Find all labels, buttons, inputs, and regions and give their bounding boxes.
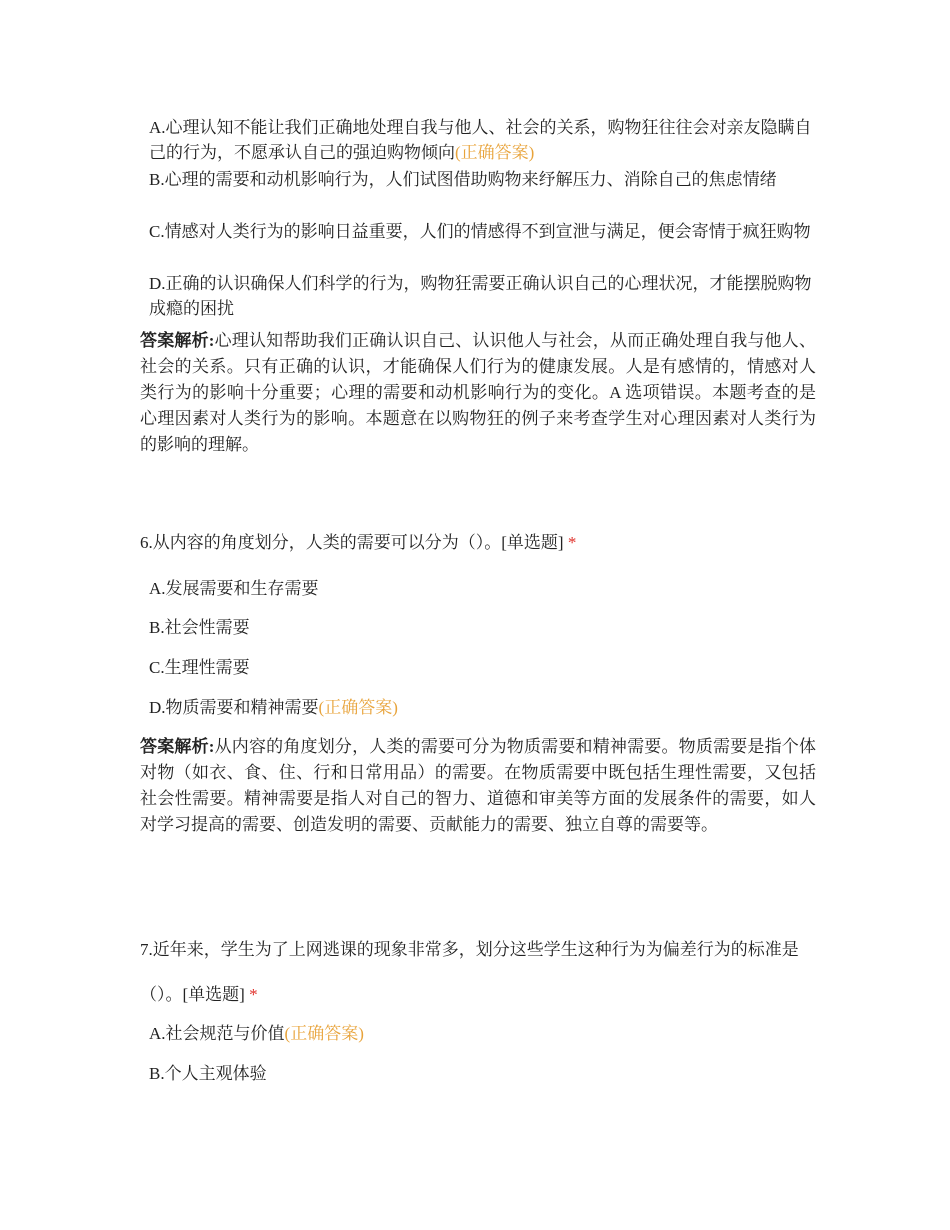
option-text: B.心理的需要和动机影响行为，人们试图借助购物来纾解压力、消除自己的焦虑情绪 [149,170,777,189]
required-mark: * [567,533,577,552]
q6-option-b[interactable] [149,615,819,640]
q7-option-b[interactable] [149,1061,819,1086]
q6-option-a[interactable] [149,576,819,601]
q6-option-c[interactable] [149,655,819,680]
correct-answer-mark: (正确答案) [455,143,535,162]
option-text: D.正确的认识确保人们科学的行为，购物狂需要正确认识自己的心理状况，才能摆脱购物成瘾的困扰 [149,274,812,318]
correct-answer-mark: (正确答案) [284,1024,364,1043]
option-text: A.心理认知不能让我们正确地处理自我与他人、社会的关系，购物狂往往会对亲友隐瞒自己的行为，不愿承认自己的强迫购物倾向 [149,118,812,162]
analysis-label: 答案解析: [140,737,215,756]
analysis-label: 答案解析: [140,331,215,350]
q6-analysis [140,734,816,838]
q5-analysis [140,328,816,458]
analysis-text: 从内容的角度划分，人类的需要可分为物质需要和精神需要。物质需要是指个体对物（如衣、食、住、行和日常用品）的需要。在物质需要中既包括生理性需要，又包括社会性需要。精神需要是指人对自己的智力、道德和审美等方面的发展条件的需要，如人对学习提高的需要、创造发明的需要、贡献能力的需要、独立自尊的需要等。 [140,737,816,834]
option-text: A.社会规范与价值 [149,1024,285,1043]
q5-option-c[interactable] [149,219,819,244]
option-text: B.社会性需要 [149,618,250,637]
q7-title [140,927,820,1017]
question-text: 7.近年来，学生为了上网逃课的现象非常多，划分这些学生这种行为为偏差行为的标准是（）。[单选题] [140,940,799,1004]
required-mark: * [249,985,258,1004]
q5-option-b[interactable] [149,167,819,192]
analysis-text: 心理认知帮助我们正确认识自己、认识他人与社会，从而正确处理自我与他人、社会的关系。只有正确的认识，才能确保人们行为的健康发展。人是有感情的，情感对人类行为的影响十分重要；心理的需要和动机影响行为的变化。A 选项错误。本题考查的是心理因素对人类行为的影响。本题意在以购物狂的例子来考查学生对心理因素对人类行为的影响的理解。 [140,331,816,454]
q5-option-a[interactable] [149,115,819,165]
option-text: B.个人主观体验 [149,1064,267,1083]
q7-option-a[interactable] [149,1021,819,1046]
option-text: C.生理性需要 [149,658,250,677]
option-text: D.物质需要和精神需要 [149,698,319,717]
q6-option-d[interactable] [149,695,819,720]
correct-answer-mark: (正确答案) [318,698,398,717]
q5-option-d[interactable] [149,271,819,321]
option-text: C.情感对人类行为的影响日益重要，人们的情感得不到宣泄与满足，便会寄情于疯狂购物 [149,222,811,241]
q6-title [140,520,820,565]
question-text: 6.从内容的角度划分，人类的需要可以分为（）。[单选题] [140,533,564,552]
option-text: A.发展需要和生存需要 [149,579,319,598]
